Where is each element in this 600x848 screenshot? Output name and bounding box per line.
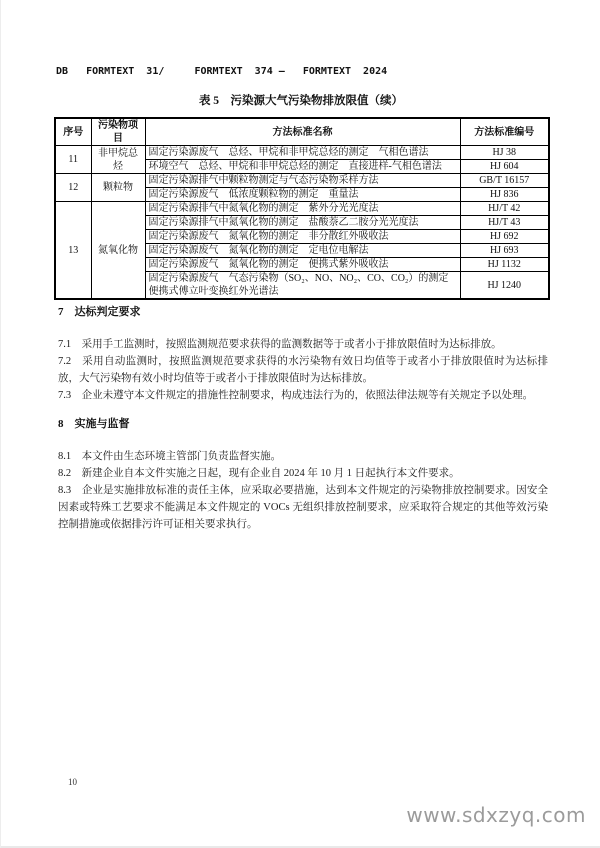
watermark: www.sdxzyq.com (406, 803, 586, 827)
method-code-cell: HJ/T 42 (460, 202, 549, 216)
method-name-cell: 固定污染源排气中颗粒物测定与气态污染物采样方法 (145, 174, 460, 188)
section-implementation-supervision (58, 417, 548, 533)
method-name-cell: 固定污染源废气 气态污染物（SO₂、NO、NO₂、CO、CO₂）的测定 便携式傅立叶变换红外光谱法 (145, 272, 460, 300)
method-name-cell: 固定污染源排气中氮氧化物的测定 紫外分光光度法 (145, 202, 460, 216)
section-heading: 8 实施与监督 (58, 418, 130, 430)
method-code-cell: HJ 604 (460, 160, 549, 174)
col-header-method-code: 方法标准编号 (460, 118, 549, 146)
method-code-cell: HJ 38 (460, 146, 549, 160)
table-row (55, 146, 549, 160)
page-number: 10 (68, 777, 77, 787)
section-compliance-determination (58, 305, 548, 404)
row-index-cell: 11 (55, 146, 91, 174)
method-name-cell: 固定污染源废气 氮氧化物的测定 定电位电解法 (145, 244, 460, 258)
paragraph: 8.3 企业是实施排放标准的责任主体，应采取必要措施，达到本文件规定的污染物排放控制要求。因安全因素或特殊工艺要求不能满足本文件规定的 VOCs 无组织排放控制要求，应采取符合规定的其他等效污染控制措施或依据排污许可证相关要求执行。 (58, 485, 548, 530)
table-row (55, 202, 549, 216)
pollutant-cell: 氮氧化物 (91, 202, 145, 300)
method-code-cell: HJ 1240 (460, 272, 549, 300)
method-code-cell: HJ 692 (460, 230, 549, 244)
paragraph: 7.3 企业未遵守本文件规定的措施性控制要求，构成违法行为的，依照法律法规等有关规定予以处理。 (58, 390, 534, 401)
col-header-index: 序号 (55, 118, 91, 146)
method-name-cell: 固定污染源废气 低浓度颗粒物的测定 重量法 (145, 188, 460, 202)
section-heading: 7 达标判定要求 (58, 306, 141, 318)
pollutant-cell: 颗粒物 (91, 174, 145, 202)
col-header-pollutant: 污染物项目 (91, 118, 145, 146)
col-header-method-name: 方法标准名称 (145, 118, 460, 146)
paragraph: 8.1 本文件由生态环境主管部门负责监督实施。 (58, 451, 282, 462)
method-code-cell: HJ/T 43 (460, 216, 549, 230)
method-name-cell: 固定污染源废气 氮氧化物的测定 非分散红外吸收法 (145, 230, 460, 244)
paragraph: 7.1 采用手工监测时，按照监测规范要求获得的监测数据等于或者小于排放限值时为达标排放。 (58, 339, 502, 350)
table-header-row (55, 118, 549, 146)
paragraph: 8.2 新建企业自本文件实施之日起，现有企业自 2024 年 10 月 1 日起执行本文件要求。 (58, 468, 460, 479)
document-number-header: DB FORMTEXT 31/ FORMTEXT 374 — FORMTEXT 2024 (56, 66, 388, 77)
methods-table (54, 117, 550, 300)
method-code-cell: HJ 836 (460, 188, 549, 202)
table-row (55, 174, 549, 188)
method-code-cell: HJ 693 (460, 244, 549, 258)
method-name-cell: 固定污染源废气 总烃、甲烷和非甲烷总烃的测定 气相色谱法 (145, 146, 460, 160)
paragraph: 7.2 采用自动监测时，按照监测规范要求获得的水污染物有效日均值等于或者小于排放限值时为达标排放，大气污染物有效小时均值等于或者小于排放限值时为达标排放。 (58, 356, 548, 384)
method-name-cell: 固定污染源排气中氮氧化物的测定 盐酸萘乙二胺分光光度法 (145, 216, 460, 230)
table-title: 表 5 污染源大气污染物排放限值（续） (198, 95, 404, 107)
methods-table-body (55, 146, 549, 300)
pollutant-cell: 非甲烷总烃 (91, 146, 145, 174)
method-code-cell: GB/T 16157 (460, 174, 549, 188)
method-name-cell: 固定污染源废气 氮氧化物的测定 便携式紫外吸收法 (145, 258, 460, 272)
row-index-cell: 12 (55, 174, 91, 202)
row-index-cell: 13 (55, 202, 91, 300)
method-code-cell: HJ 1132 (460, 258, 549, 272)
method-name-cell: 环境空气 总烃、甲烷和非甲烷总烃的测定 直接进样-气相色谱法 (145, 160, 460, 174)
